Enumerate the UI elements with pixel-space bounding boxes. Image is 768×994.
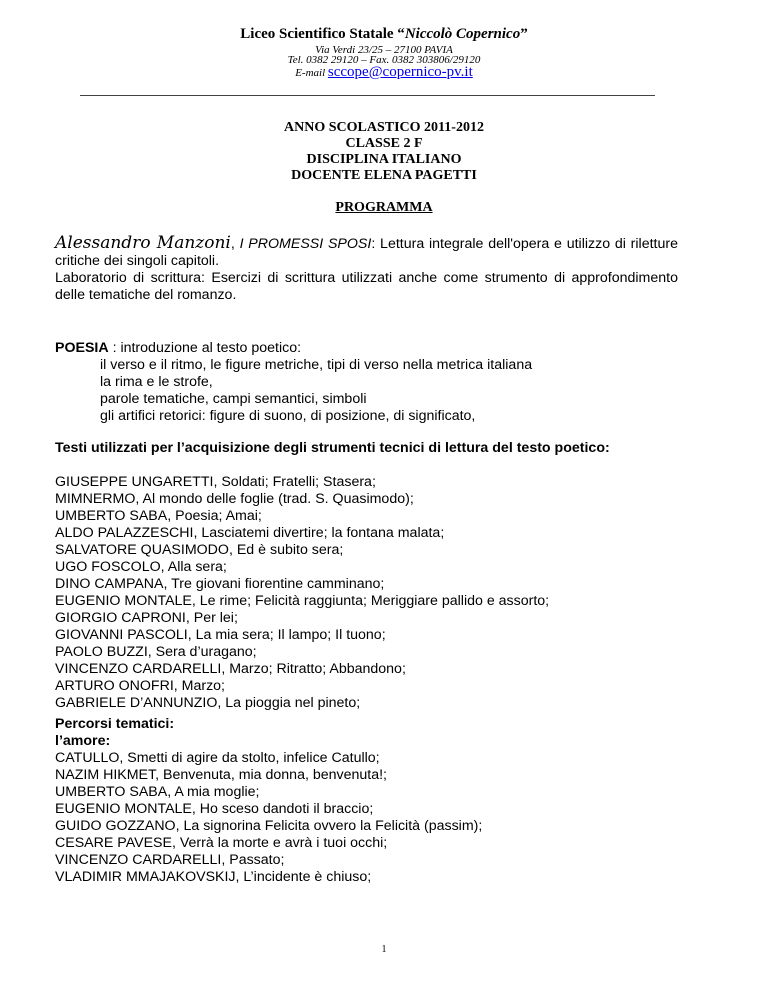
list-item: PAOLO BUZZI, Sera d’uragano; (55, 644, 257, 660)
list-item: VINCENZO CARDARELLI, Passato; (55, 852, 285, 868)
lab-paragraph: Laboratorio di scrittura: Esercizi di scrittura utilizzati anche come strumento di approfondimento delle tematiche del romanzo. (55, 270, 678, 303)
poesia-item: gli artifici retorici: figure di suono, di posizione, di significato, (100, 408, 476, 424)
list-item: GIUSEPPE UNGARETTI, Soldati; Fratelli; Stasera; (55, 474, 376, 490)
list-item: VINCENZO CARDARELLI, Marzo; Ritratto; Abbandono; (55, 661, 406, 677)
list-item: GIOVANNI PASCOLI, La mia sera; Il lampo; Il tuono; (55, 627, 386, 643)
list-item: ARTURO ONOFRI, Marzo; (55, 678, 226, 694)
subject: DISCIPLINA ITALIANO (306, 152, 462, 167)
testi-heading: Testi utilizzati per l’acquisizione degli strumenti tecnici di lettura del testo poetico: (55, 440, 610, 456)
school-year: ANNO SCOLASTICO 2011-2012 (284, 120, 484, 135)
author-name: Alessandro Manzoni (55, 233, 231, 253)
percorsi-section (55, 716, 678, 886)
list-item: GABRIELE D’ANNUNZIO, La pioggia nel pineto; (55, 695, 361, 711)
school-phone: Tel. 0382 29120 – Fax. 0382 303806/29120 (287, 54, 481, 66)
percorsi-heading: Percorsi tematici: (55, 716, 175, 732)
school-address: Via Verdi 23/25 – 27100 PAVIA (315, 44, 453, 56)
course-meta (0, 120, 768, 184)
school-email-line (0, 64, 768, 81)
poesia-item: parole tematiche, campi semantici, simboli (100, 391, 367, 407)
testi-list (55, 474, 678, 712)
list-item: GIORGIO CAPRONI, Per lei; (55, 610, 238, 626)
work-title: I PROMESSI SPOSI (239, 236, 372, 252)
poesia-intro: : introduzione al testo poetico: (108, 340, 302, 356)
list-item: ALDO PALAZZESCHI, Lasciatemi divertire; la fontana malata; (55, 525, 445, 541)
list-item: UGO FOSCOLO, Alla sera; (55, 559, 227, 575)
email-link[interactable]: sccope@copernico-pv.it (327, 64, 473, 80)
manzoni-paragraph: Alessandro Manzoni, I PROMESSI SPOSI: Lettura integrale dell'opera e utilizzo di riletture critiche dei singoli capitoli. (55, 233, 678, 269)
list-item: CESARE PAVESE, Verrà la morte e avrà i tuoi occhi; (55, 835, 388, 851)
school-name-italic: Niccolò Copernico (404, 26, 521, 42)
page-number: 1 (381, 944, 387, 955)
class-name: CLASSE 2 F (345, 136, 423, 151)
percorsi-subheading: l’amore: (55, 733, 111, 749)
list-item: CATULLO, Smetti di agire da stolto, infelice Catullo; (55, 750, 380, 766)
list-item: EUGENIO MONTALE, Ho sceso dandoti il braccio; (55, 801, 374, 817)
list-item: UMBERTO SABA, Poesia; Amai; (55, 508, 262, 524)
list-item: EUGENIO MONTALE, Le rime; Felicità raggiunta; Meriggiare pallido e assorto; (55, 593, 550, 609)
poesia-item: il verso e il ritmo, le figure metriche, tipi di verso nella metrica italiana (100, 357, 533, 373)
list-item: SALVATORE QUASIMODO, Ed è subito sera; (55, 542, 344, 558)
list-item: GUIDO GOZZANO, La signorina Felicita ovvero la Felicità (passim); (55, 818, 483, 834)
list-item: DINO CAMPANA, Tre giovani fiorentine camminano; (55, 576, 385, 592)
teacher: DOCENTE ELENA PAGETTI (291, 168, 477, 183)
programma-title: PROGRAMMA (335, 200, 433, 215)
poesia-item: la rima e le strofe, (100, 374, 213, 390)
list-item: NAZIM HIKMET, Benvenuta, mia donna, benvenuta!; (55, 767, 387, 783)
header-divider (80, 95, 655, 96)
list-item: UMBERTO SABA, A mia moglie; (55, 784, 260, 800)
list-item: VLADIMIR MMAJAKOVSKIJ, L’incidente è chiuso; (55, 869, 372, 885)
school-name: Liceo Scientifico Statale “Niccolò Copernico” (240, 26, 528, 42)
manzoni-section (55, 235, 678, 304)
poesia-section (55, 340, 678, 425)
email-label: E-mail (295, 67, 326, 79)
poesia-label: POESIA (55, 340, 109, 356)
list-item: MIMNERMO, Al mondo delle foglie (trad. S. Quasimodo); (55, 491, 414, 507)
